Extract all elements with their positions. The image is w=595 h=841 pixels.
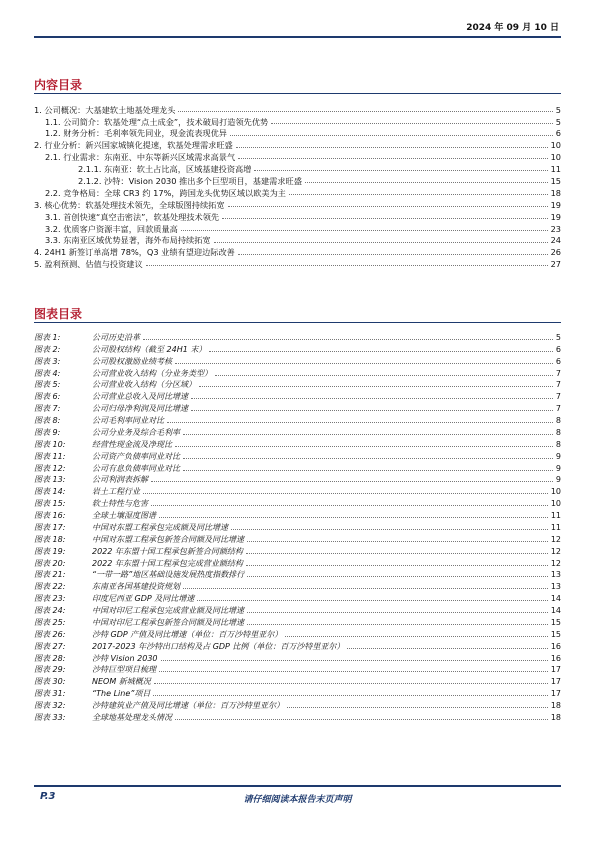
figure-title: 沙特巨型项目梳理 <box>92 665 156 675</box>
toc-entry-text: 2.2. 竞争格局：全球 CR3 约 17%，跨国龙头优势区域以欧美为主 <box>45 187 286 198</box>
dot-leader <box>247 624 548 625</box>
toc-entry[interactable] <box>34 233 561 245</box>
figure-title: 公司营业收入结构（分区域） <box>92 380 196 390</box>
figure-entry[interactable] <box>34 710 561 722</box>
toc-entry[interactable] <box>34 173 561 185</box>
dot-leader <box>247 541 548 542</box>
toc-entry-text: 1.1. 公司简介：软基处理“点土成金”，技术破局打造领先优势 <box>45 116 269 127</box>
figure-title: 印度尼西亚 GDP 及同比增速 <box>92 594 195 604</box>
figure-label: 图表 6: <box>34 392 61 402</box>
figure-title: 经营性现金流及净现比 <box>92 439 172 449</box>
figure-page: 7 <box>555 404 561 414</box>
figure-label: 图表 9: <box>34 427 61 437</box>
figure-title: NEOM 新城概况 <box>92 677 151 687</box>
figure-label: 图表 32: <box>34 701 66 710</box>
figure-title: 东南亚各国基建投资规划 <box>92 582 180 592</box>
toc-entry[interactable] <box>34 102 561 114</box>
figure-entry[interactable] <box>34 437 561 449</box>
dot-leader <box>146 265 548 266</box>
dot-leader <box>199 386 553 387</box>
toc-entry[interactable] <box>34 185 561 197</box>
figure-entry[interactable] <box>34 698 561 710</box>
figure-entry[interactable] <box>34 354 561 366</box>
figure-label: 图表 22: <box>34 582 66 592</box>
figure-page: 12 <box>550 534 561 544</box>
figure-label: 图表 25: <box>34 617 66 627</box>
dot-leader <box>159 517 548 518</box>
dot-leader <box>347 648 547 649</box>
figure-entry[interactable] <box>34 532 561 544</box>
figure-entry[interactable] <box>34 544 561 556</box>
toc-entry-text: 2.1.2. 沙特：Vision 2030 推出多个巨型项目，基建需求旺盛 <box>78 176 302 187</box>
figure-page: 11 <box>550 522 561 532</box>
figure-page: 9 <box>555 451 561 461</box>
figure-entry[interactable] <box>34 366 561 378</box>
figure-entry[interactable] <box>34 663 561 675</box>
figure-page: 8 <box>555 416 561 425</box>
toc-entry[interactable] <box>34 197 561 209</box>
dot-leader <box>175 719 548 720</box>
disclaimer: 请仔细阅读本报告末页声明 <box>243 795 352 805</box>
dot-leader <box>151 505 548 506</box>
figure-title: 公司历史沿革 <box>92 332 140 342</box>
figure-title: “The Line”项目 <box>92 689 151 699</box>
figures-title-divider <box>34 322 561 323</box>
figure-label: 图表 24: <box>34 606 66 615</box>
dot-leader <box>183 470 553 471</box>
figure-title: 2017-2023 年沙特出口结构及占 GDP 比例（单位：百万沙特里亚尔） <box>92 641 345 651</box>
figure-page: 10 <box>550 487 561 497</box>
figure-entry[interactable] <box>34 330 561 342</box>
figure-label: 图表 26: <box>34 629 66 639</box>
figure-entry[interactable] <box>34 401 561 413</box>
dot-leader <box>236 147 548 148</box>
toc-entry[interactable] <box>34 245 561 257</box>
figure-page: 7 <box>555 392 561 402</box>
toc-entry-page: 11 <box>550 164 561 175</box>
figure-label: 图表 23: <box>34 594 66 604</box>
figure-label: 图表 19: <box>34 546 66 556</box>
toc-entry-page: 18 <box>550 187 561 198</box>
figure-title: 公司营业总收入及同比增速 <box>92 392 188 402</box>
figures-title: 图表目录 <box>34 307 83 321</box>
figure-label: 图表 27: <box>34 641 66 651</box>
figure-label: 图表 14: <box>34 487 66 497</box>
figure-title: 公司营业收入结构（分业务类型） <box>92 368 212 378</box>
dot-leader <box>191 398 553 399</box>
dot-leader <box>197 600 548 601</box>
figure-page: 7 <box>555 380 561 390</box>
figure-title: 软土特性与危害 <box>92 499 148 509</box>
figure-page: 11 <box>550 511 561 520</box>
figure-entry[interactable] <box>34 627 561 639</box>
figure-title: “一带一路”地区基础设施发展热度指数排行 <box>92 570 245 580</box>
figure-label: 图表 7: <box>34 404 61 414</box>
toc-title: 内容目录 <box>34 78 83 92</box>
figure-entry[interactable] <box>34 449 561 461</box>
figure-entry[interactable] <box>34 686 561 698</box>
figure-page: 10 <box>550 499 561 509</box>
figure-page: 13 <box>550 582 561 592</box>
figure-title: 公司归母净利润及同比增速 <box>92 404 188 414</box>
figure-entry[interactable] <box>34 413 561 425</box>
figure-page: 7 <box>555 368 561 378</box>
figure-title: 公司毛利率同业对比 <box>92 416 164 425</box>
figure-label: 图表 15: <box>34 499 66 509</box>
dot-leader <box>238 158 547 159</box>
toc-entry-text: 3. 核心优势：软基处理技术领先，全球版图持续拓宽 <box>34 199 225 210</box>
footer-divider <box>34 785 561 787</box>
dot-leader <box>209 351 553 352</box>
figure-title: 中国对印尼工程承包完成营业额及同比增速 <box>92 606 244 615</box>
dot-leader <box>254 170 547 171</box>
dot-leader <box>287 707 548 708</box>
dot-leader <box>161 660 548 661</box>
figure-label: 图表 31: <box>34 689 66 699</box>
figure-entry[interactable] <box>34 496 561 508</box>
figure-label: 图表 30: <box>34 677 66 687</box>
figure-title: 2022 年东盟十国工程承包完成营业额结构 <box>92 558 243 568</box>
figure-entry[interactable] <box>34 639 561 651</box>
dot-leader <box>159 671 548 672</box>
figure-label: 图表 20: <box>34 558 66 568</box>
toc-title-divider <box>34 93 561 94</box>
figure-label: 图表 29: <box>34 665 66 675</box>
figure-page: 9 <box>555 463 561 473</box>
dot-leader <box>175 446 553 447</box>
figure-page: 18 <box>550 712 561 722</box>
toc-entry-page: 15 <box>550 176 561 187</box>
figure-entry[interactable] <box>34 674 561 686</box>
toc-entry-page: 6 <box>555 128 561 139</box>
figure-page: 6 <box>555 356 561 366</box>
dot-leader <box>231 529 548 530</box>
dot-leader <box>247 612 548 613</box>
toc-entry-text: 2.1. 行业需求：东南亚、中东等新兴区域需求高景气 <box>45 152 236 163</box>
figure-page: 15 <box>550 617 561 627</box>
figure-page: 16 <box>550 641 561 651</box>
figure-label: 图表 10: <box>34 439 66 449</box>
figure-entry[interactable] <box>34 508 561 520</box>
figure-entry[interactable] <box>34 342 561 354</box>
dot-leader <box>247 576 548 577</box>
figure-entry[interactable] <box>34 579 561 591</box>
dot-leader <box>238 254 548 255</box>
figure-entry[interactable] <box>34 520 561 532</box>
figure-title: 全球地基处理龙头情况 <box>92 712 172 722</box>
figure-entry[interactable] <box>34 651 561 663</box>
toc-entry-page: 24 <box>550 235 561 246</box>
figure-label: 图表 33: <box>34 712 66 722</box>
dot-leader <box>214 242 548 243</box>
figure-title: 公司有息负债率同业对比 <box>92 463 180 473</box>
figure-label: 图表 3: <box>34 356 61 366</box>
figure-title: 中国对东盟工程承包完成额及同比增速 <box>92 522 228 532</box>
figure-title: 沙特 GDP 产值及同比增速（单位：百万沙特里亚尔） <box>92 629 283 639</box>
dot-leader <box>175 363 553 364</box>
figure-entry[interactable] <box>34 425 561 437</box>
figure-label: 图表 17: <box>34 522 66 532</box>
figure-title: 沙特建筑业产值及同比增速（单位：百万沙特里亚尔） <box>92 701 284 710</box>
figure-title: 公司利润表拆解 <box>92 475 148 485</box>
report-date: 2024 年 09 月 10 日 <box>466 23 559 33</box>
figure-page: 17 <box>550 677 561 687</box>
figure-label: 图表 21: <box>34 570 66 580</box>
figure-label: 图表 28: <box>34 653 66 663</box>
toc-entry-text: 2.1.1. 东南亚：软土占比高，区域基建投资高增 <box>78 164 252 175</box>
dot-leader <box>153 695 547 696</box>
figure-label: 图表 11: <box>34 451 66 461</box>
list-of-figures <box>34 330 561 722</box>
figure-label: 图表 2: <box>34 344 61 354</box>
figure-label: 图表 8: <box>34 416 61 425</box>
figure-title: 全球土壤湿度图谱 <box>92 511 156 520</box>
figure-title: 公司分业务及综合毛利率 <box>92 427 180 437</box>
toc-entry[interactable] <box>34 257 561 269</box>
figure-label: 图表 16: <box>34 511 66 520</box>
dot-leader <box>178 111 552 112</box>
header-divider <box>34 36 561 38</box>
figure-title: 沙特 Vision 2030 <box>92 653 158 663</box>
toc-entry-page: 23 <box>550 223 561 234</box>
figure-label: 图表 18: <box>34 534 66 544</box>
toc-entry-text: 3.2. 优质客户资源丰富，回款质量高 <box>45 223 178 234</box>
toc-entry-text: 1.2. 财务分析：毛利率领先同业，现金流表现优异 <box>45 128 227 139</box>
figure-page: 9 <box>555 475 561 485</box>
figure-label: 图表 12: <box>34 463 66 473</box>
figure-page: 12 <box>550 546 561 556</box>
dot-leader <box>181 230 548 231</box>
dot-leader <box>246 553 548 554</box>
figure-page: 17 <box>550 689 561 699</box>
figure-entry[interactable] <box>34 378 561 390</box>
figure-title: 中国对东盟工程承包新签合同额及同比增速 <box>92 534 244 544</box>
dot-leader <box>167 422 553 423</box>
dot-leader <box>222 218 547 219</box>
dot-leader <box>215 375 553 376</box>
figure-title: 岩土工程行业 <box>92 487 140 497</box>
figure-title: 公司资产负债率同业对比 <box>92 451 180 461</box>
toc-entry[interactable] <box>34 150 561 162</box>
figure-entry[interactable] <box>34 556 561 568</box>
toc-entry-text: 3.1. 首创快速“真空击密法”，软基处理技术领先 <box>45 211 220 222</box>
figure-page: 14 <box>550 594 561 604</box>
dot-leader <box>183 588 548 589</box>
toc-entry-text: 2. 行业分析：新兴国家城镇化提速，软基处理需求旺盛 <box>34 140 233 151</box>
toc-entry-page: 10 <box>550 152 561 163</box>
toc-entry-text: 4. 24H1 新签订单高增 78%，Q3 业绩有望迎边际改善 <box>34 247 235 258</box>
figure-label: 图表 5: <box>34 380 61 390</box>
dot-leader <box>191 410 553 411</box>
figure-page: 16 <box>550 653 561 663</box>
dot-leader <box>228 206 548 207</box>
figure-entry[interactable] <box>34 603 561 615</box>
dot-leader <box>305 182 548 183</box>
toc-entry-text: 1. 公司概况：大基建软土地基处理龙头 <box>34 104 176 115</box>
figure-entry[interactable] <box>34 615 561 627</box>
figure-label: 图表 4: <box>34 368 61 378</box>
toc-entry[interactable] <box>34 209 561 221</box>
figure-page: 8 <box>555 439 561 449</box>
dot-leader <box>285 636 548 637</box>
dot-leader <box>230 135 553 136</box>
toc-entry-page: 5 <box>555 116 561 127</box>
figure-entry[interactable] <box>34 484 561 496</box>
toc-entry[interactable] <box>34 221 561 233</box>
figure-entry[interactable] <box>34 389 561 401</box>
toc-entry[interactable] <box>34 126 561 138</box>
figure-entry[interactable] <box>34 461 561 473</box>
dot-leader <box>154 683 548 684</box>
figure-title: 2022 年东盟十国工程承包新签合同额结构 <box>92 546 243 556</box>
dot-leader <box>151 481 553 482</box>
figure-page: 12 <box>550 558 561 568</box>
figure-label: 图表 13: <box>34 475 66 485</box>
figure-page: 14 <box>550 606 561 615</box>
figure-page: 8 <box>555 427 561 437</box>
toc-entry-page: 27 <box>550 259 561 270</box>
toc-entry-text: 5. 盈利预测、估值与投资建议 <box>34 259 143 270</box>
dot-leader <box>271 123 553 124</box>
page-number: P.3 <box>40 791 56 802</box>
figure-page: 15 <box>550 629 561 639</box>
dot-leader <box>143 339 553 340</box>
dot-leader <box>143 493 548 494</box>
figure-page: 6 <box>555 344 561 354</box>
dot-leader <box>246 565 548 566</box>
toc-entry-page: 19 <box>550 211 561 222</box>
figure-title: 中国对印尼工程承包新签合同额及同比增速 <box>92 617 244 627</box>
figure-page: 5 <box>555 332 561 342</box>
toc-entry[interactable] <box>34 114 561 126</box>
figure-entry[interactable] <box>34 568 561 580</box>
toc-entry-page: 26 <box>550 247 561 258</box>
toc-entry[interactable] <box>34 138 561 150</box>
figure-entry[interactable] <box>34 473 561 485</box>
figure-title: 公司股权激励业绩考核 <box>92 356 172 366</box>
toc-entry[interactable] <box>34 161 561 173</box>
toc-entry-page: 19 <box>550 199 561 210</box>
figure-label: 图表 1: <box>34 332 61 342</box>
dot-leader <box>183 458 553 459</box>
toc-entry-page: 10 <box>550 140 561 151</box>
figure-entry[interactable] <box>34 591 561 603</box>
figure-title: 公司股权结构（截至 24H1 末） <box>92 344 207 354</box>
toc-entry-page: 5 <box>555 104 561 115</box>
figure-page: 18 <box>550 701 561 710</box>
toc-entry-text: 3.3. 东南亚区域优势显著，海外布局持续拓宽 <box>45 235 211 246</box>
figure-page: 13 <box>550 570 561 580</box>
figure-page: 17 <box>550 665 561 675</box>
table-of-contents <box>34 102 561 268</box>
dot-leader <box>289 194 548 195</box>
dot-leader <box>183 434 553 435</box>
